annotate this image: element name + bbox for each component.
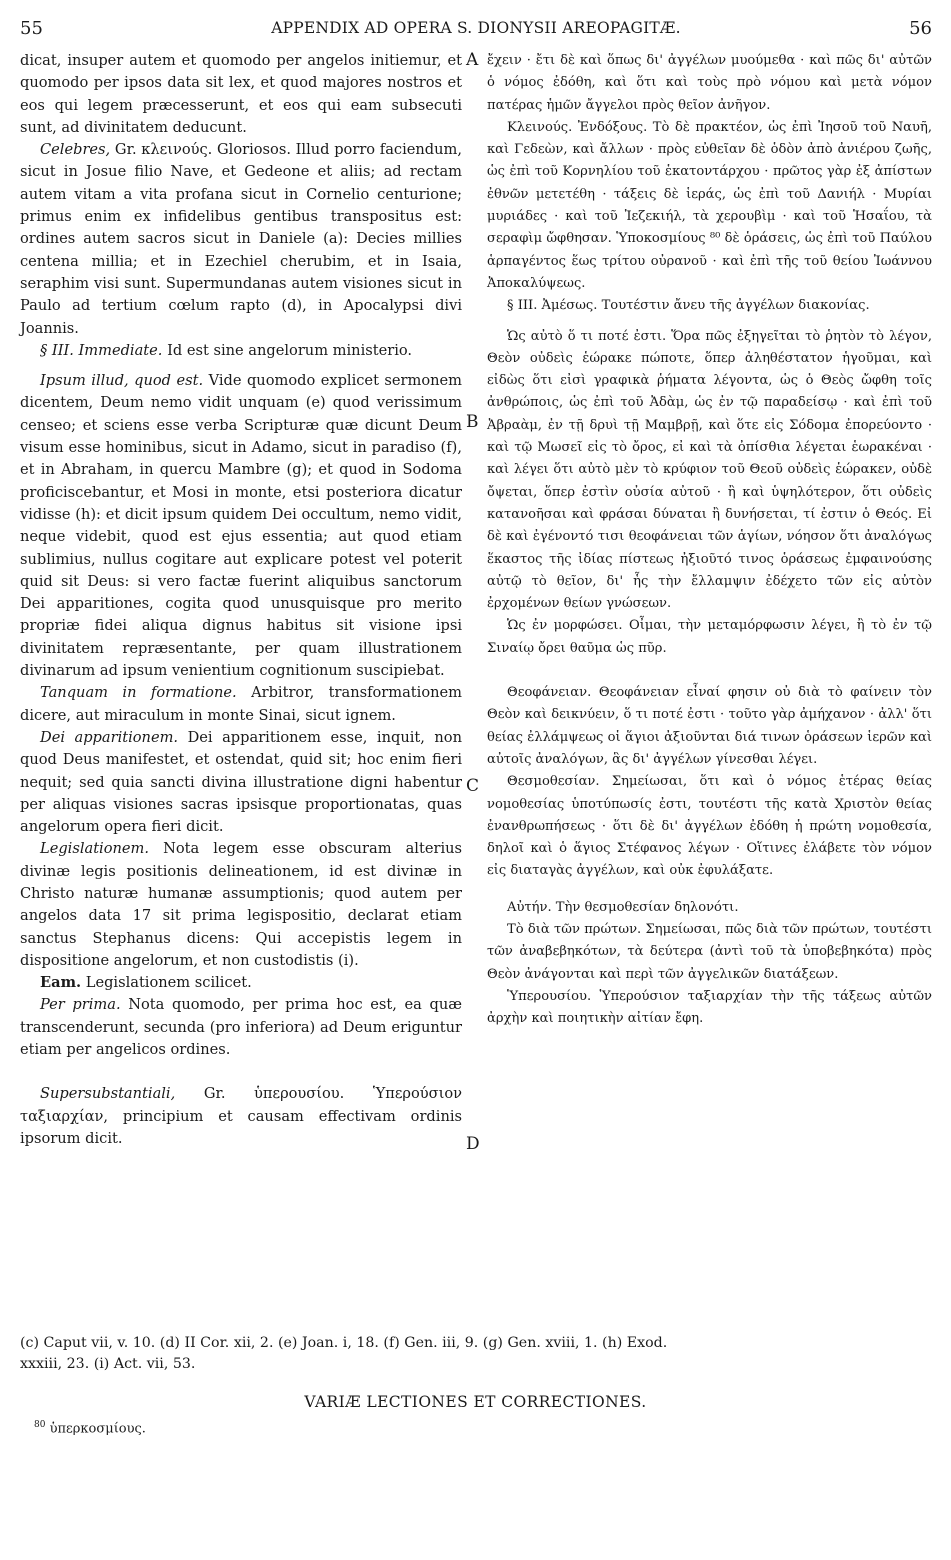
latin-paragraph xyxy=(20,972,462,994)
variae-note-text: ὑπερκοσμίους. xyxy=(49,1421,146,1437)
latin-text: Legislationem scilicet. xyxy=(85,974,252,992)
greek-paragraph: Τὸ διὰ τῶν πρώτων. Σημείωσαι, πῶς διὰ τῶν πρώτων, τουτέστι τῶν ἀναβεβηκότων, τὰ δεύτερα (ἀντὶ τοῦ τὰ ὑποβεβηκότα) πρὸς Θεὸν ἀνάγονται καὶ περὶ τῶν ἀγγελικῶν διατάξεων. xyxy=(487,921,932,982)
latin-lemma: Celebres, xyxy=(40,141,111,159)
greek-paragraph: Ὑπερουσίου. Ὑπερούσιον ταξιαρχίαν τὴν τῆς τάξεως αὐτῶν ἀρχὴν καὶ ποιητικὴν αἰτίαν ἔφη. xyxy=(487,988,932,1027)
latin-text: Gr. κλεινούς. Gloriosos. Illud porro faciendum, sicut in Josue filio Nave, et Gedeone et aliis; ad rectam autem vitam a vita profana sicut in Cornelio centurione; primus enim ex infidelibus gentibus transpositus est: ordines autem sacros sicut in Daniele (a): Decies millies centena millia; et in Ezechiel cherubim, et in Isaia, seraphim visi sunt. Supermundanas autem visiones sicut in Paulo ad tertium cœlum rapto (d), in Apocalypsi divi Joannis. xyxy=(20,141,462,337)
latin-lemma: Legislationem. xyxy=(40,840,150,858)
page-number-right: 56 xyxy=(909,18,932,39)
greek-paragraph: Θεοφάνειαν. Θεοφάνειαν εἶναί φησιν οὐ διὰ τὸ φαίνειν τὸν Θεὸν καὶ δεικνύειν, ὅ τι ποτέ ἐστι · τοῦτο γὰρ ἀμήχανον · ἀλλ' ὅτι θείας ἐλλάμψεως οἱ ἅγιοι ἀξιοῦνται διά τινων ὁράσεων ἱερῶν καὶ αὐτοῖς ἀναλόγων, ἃς δι' ἀγγέλων γίνεσθαι λέγει. xyxy=(487,685,932,767)
latin-paragraph xyxy=(20,994,462,1061)
latin-paragraph xyxy=(20,370,462,682)
greek-paragraph: Αὐτήν. Τὴν θεσμοθεσίαν δηλονότι. xyxy=(507,899,739,915)
section-marker-d: D xyxy=(466,1134,480,1154)
footnote-line: xxxiii, 23. (i) Act. vii, 53. xyxy=(20,1356,196,1372)
latin-lemma: Tanquam in formatione. xyxy=(40,684,237,702)
latin-lemma: Ipsum illud, quod est. xyxy=(40,372,204,390)
greek-paragraph: § III. Ἀμέσως. Τουτέστιν ἄνευ τῆς ἀγγέλων διακονίας. xyxy=(507,298,870,314)
latin-lemma: Supersubstantiali, xyxy=(40,1085,176,1103)
latin-paragraph xyxy=(20,727,462,838)
latin-paragraph xyxy=(20,340,462,362)
latin-column xyxy=(20,50,462,1150)
latin-lemma: § III. Immediate. xyxy=(40,341,163,359)
section-marker-c: C xyxy=(466,776,480,796)
variae-heading: VARIÆ LECTIONES ET CORRECTIONES. xyxy=(304,1393,647,1411)
greek-paragraph: Ὡς αὐτὸ ὅ τι ποτέ ἐστι. Ὅρα πῶς ἐξηγεῖται τὸ ῥητὸν τὸ λέγον, Θεὸν οὐδεὶς ἑώρακε πώποτε, ὅπερ ἀληθέστατον ἡγοῦμαι, καὶ εἰδὼς ὅτι εἰσὶ γραφικὰ ῥήματα λέγοντα, ὡς ὁ Θεὸς ὤφθη τοῖς ἀνθρώποις, ὡς ἐπὶ τοῦ Ἀδὰμ, ὡς ἐν τῷ παραδείσῳ · καὶ ἐπὶ τοῦ Ἀβραὰμ, ἐν τῇ δρυὶ τῇ Μαμβρῇ, καὶ ὅτε εἰς Σόδομα ἐπορεύοντο · καὶ τῷ Μωσεῖ εἰς τὸ ὄρος, εἰ καὶ τὰ ὀπίσθια λέγεται ἑωρακέναι · καὶ λέγει ὅτι αὐτὸ μὲν τὸ κρύφιον τοῦ Θεοῦ οὐδεὶς ἑώρακεν, οὐδὲ ὄψεται, ὅπερ ἐστὶν οὐσία αὐτοῦ · ἢ καὶ ὑψηλότερον, ὅτι οὐδεὶς κατανοῆσαι καὶ φράσαι δύναται ἢ δυνήσεται, τί ἐστιν ὁ Θεός. Εἰ δὲ καὶ ἐγένοντό τισι θεοφάνειαι τῶν ἁγίων, νόησον ὅτι ἀναλόγως ἕκαστος τῆς ἰδίας πίστεως ἠξιοῦτό τινος ὁράσεως ἐμφαινούσης αὐτῷ τὸ θεῖον, δι' ἧς τὴν ἔλλαμψιν ἐδέχετο τῶν εἰς αὐτὸν ἐρχομένων θείων γνώσεων. xyxy=(487,328,932,612)
greek-paragraph: Κλεινούς. Ἐνδόξους. Τὸ δὲ πρακτέον, ὡς ἐπὶ Ἰησοῦ τοῦ Ναυῆ, καὶ Γεδεὼν, καὶ ἄλλων · πρὸς εὐθεῖαν δὲ ὁδὸν ἀπὸ ἀνιέρου ζωῆς, ὡς ἐπὶ τοῦ Κορνηλίου τοῦ ἑκατοντάρχου · πρῶτος γὰρ ἐξ ἀπίστων ἐθνῶν μετετέθη · τάξεις δὲ ἱεράς, ὡς ἐπὶ τοῦ Δανιήλ · Μυρίαι μυριάδες · καὶ τοῦ Ἰεζεκιήλ, τὰ χερουβὶμ · καὶ τοῦ Ἡσαΐου, τὰ σεραφὶμ ὤφθησαν. Ὑποκοσμίους ⁸⁰ δὲ ὁράσεις, ὡς ἐπὶ τοῦ Παύλου ἁρπαγέντος ἕως τρίτου οὐρανοῦ · καὶ ἐπὶ τῆς τοῦ θείου Ἰωάννου Ἀποκαλύψεως. xyxy=(487,119,932,291)
greek-paragraph: Ὡς ἐν μορφώσει. Οἶμαι, τὴν μεταμόρφωσιν λέγει, ἢ τὸ ἐν τῷ Σιναίῳ ὄρει θαῦμα ὡς πῦρ. xyxy=(487,618,932,656)
latin-text: Nota quomodo, per prima hoc est, ea quæ transcenderunt, secunda (pro inferiora) ad Deum eriguntur etiam per angelicos ordines. xyxy=(20,996,462,1059)
latin-text: Nota legem esse obscuram alterius divinæ legis positionis delineationem, id est divinæ in Christo naturæ humanæ assumptionis; quod autem per angelos data 17 sit prima legispositio, declarat etiam sanctus Stephanus dicens: Qui accepistis legem in dispositione angelorum, et non custodistis (i). xyxy=(20,840,463,969)
page-number-left: 55 xyxy=(20,18,43,39)
running-title: APPENDIX AD OPERA S. DIONYSII AREOPAGITÆ. xyxy=(271,19,681,37)
latin-text: Gr. ὑπερουσίου. Ὑπερούσιον ταξιαρχίαν, principium et causam effectivam ordinis ipsorum dicit. xyxy=(20,1085,462,1147)
section-marker-a: A xyxy=(466,50,479,70)
variae-note xyxy=(34,1420,146,1436)
greek-column xyxy=(487,50,932,1030)
latin-lemma: Dei apparitionem. xyxy=(40,728,179,746)
variae-note-number: 80 xyxy=(34,1420,46,1430)
latin-paragraph xyxy=(20,838,462,972)
latin-text: Dei apparitionem esse, inquit, non quod Deus manifestet, et ostendat, quid sit; hoc enim fieri nequit; sed quia sancti divina illustratione digni habentur per aliquas visiones sacras ipsisque proportionatas, quas angelorum opera fieri dicit. xyxy=(20,728,462,836)
latin-paragraph xyxy=(20,1083,462,1150)
latin-paragraph xyxy=(20,139,462,340)
latin-paragraph xyxy=(20,682,462,727)
latin-text: Vide quomodo explicet sermonem dicentem, Deum nemo vidit unquam (e) quod verissimum censeo; et sciens esse verba Scripturæ quæ dicunt Deum visum esse hominibus, sicut in Adamo, sicut in paradiso (f), et in Abraham, in quercu Mambre (g); et quod in Sodoma proficiscebantur, et Mosi in monte, etsi posteriora dicatur vidisse (h): et dicit ipsum quidem Dei occultum, nemo vidit, neque videbit, quod est ejus essentia; aut quod etiam sublimius, nullus cogitare aut explicare potest vel poterit quid sit Deus: si vero factæ fuerint aliquibus sanctorum Dei apparitiones, cogita quod unusquisque pro merito propriæ fidei aliqua dignus habitus sit visione ipsi divinitatem repræsentante, per quam illustrationem divinarum ad ipsum venientium cognitionum suscipiebat. xyxy=(20,372,462,680)
section-marker-b: B xyxy=(466,412,479,432)
latin-text: Id est sine angelorum ministerio. xyxy=(167,341,413,359)
footnote-line: (c) Caput vii, v. 10. (d) II Cor. xii, 2. (e) Joan. i, 18. (f) Gen. iii, 9. (g) Gen. xviii, 1. (h) Exod. xyxy=(20,1335,668,1351)
greek-paragraph: Θεσμοθεσίαν. Σημείωσαι, ὅτι καὶ ὁ νόμος ἑτέρας θείας νομοθεσίας ὑποτύπωσίς ἐστι, τουτέστι τῆς κατὰ Χριστὸν θείας ἐνανθρωπήσεως · ὅτι δὲ δι' ἀγγέλων ἐδόθη ἡ πρώτη νομοθεσία, δηλοῖ καὶ ὁ ἅγιος Στέφανος λέγων · Οἵτινες ἐλάβετε τὸν νόμον εἰς διαταγὰς ἀγγέλων, καὶ οὐκ ἐφυλάξατε. xyxy=(487,774,932,879)
greek-paragraph: ἔχειν · ἔτι δὲ καὶ ὅπως δι' ἀγγέλων μυούμεθα · καὶ πῶς δι' αὐτῶν ὁ νόμος ἐδόθη, καὶ ὅτι καὶ τοὺς πρὸ νόμου καὶ μετὰ νόμον πατέρας ἡμῶν ἄγγελοι πρὸς θεῖον ἀνῆγον. xyxy=(487,53,932,113)
latin-text: Arbitror, transformationem dicere, aut miraculum in monte Sinai, sicut ignem. xyxy=(20,684,462,724)
footnotes xyxy=(20,1333,932,1375)
latin-lemma: Eam. xyxy=(40,974,82,992)
page-header xyxy=(20,18,932,42)
latin-paragraph: dicat, insuper autem et quomodo per angelos initiemur, et quomodo per ipsos data sit lex, et quod majores nostros et eos qui legem præcesserunt, et eos qui eam subsecuti sunt, ad divinitatem deducunt. xyxy=(20,52,462,136)
latin-lemma: Per prima. xyxy=(40,996,121,1014)
